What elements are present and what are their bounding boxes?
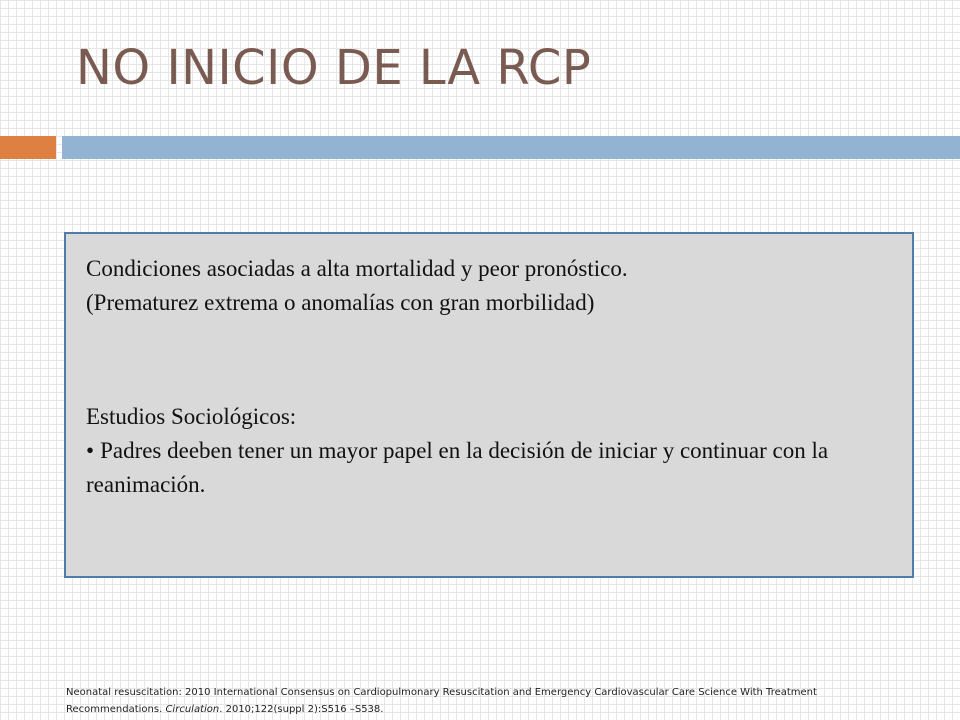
content-box bbox=[64, 232, 914, 578]
bullet-text: Padres deeben tener un mayor papel en la decisión de iniciar y continuar con la reanimación. bbox=[86, 438, 829, 497]
bullet-item bbox=[86, 434, 894, 502]
citation-details: . 2010;122(suppl 2):S516 –S538. bbox=[219, 704, 384, 715]
conditions-line-1: Condiciones asociadas a alta mortalidad y peor pronóstico. bbox=[86, 256, 628, 281]
orange-accent-bar bbox=[0, 136, 56, 159]
conditions-text bbox=[86, 252, 894, 320]
sociological-studies-heading: Estudios Sociológicos: bbox=[86, 404, 297, 429]
citation-text: Neonatal resuscitation: 2010 International Consensus on Cardiopulmonary Resuscitation and Emergency Cardiovascular Care Science With Treatment Recommendations. bbox=[66, 687, 817, 715]
slide-title: NO INICIO DE LA RCP bbox=[76, 40, 592, 96]
conditions-line-2: (Prematurez extrema o anomalías con gran morbilidad) bbox=[86, 290, 595, 315]
citation-journal: Circulation bbox=[165, 704, 220, 715]
citation bbox=[66, 684, 896, 718]
bullet-icon: • bbox=[86, 438, 95, 463]
title-underline-bar bbox=[62, 136, 960, 159]
